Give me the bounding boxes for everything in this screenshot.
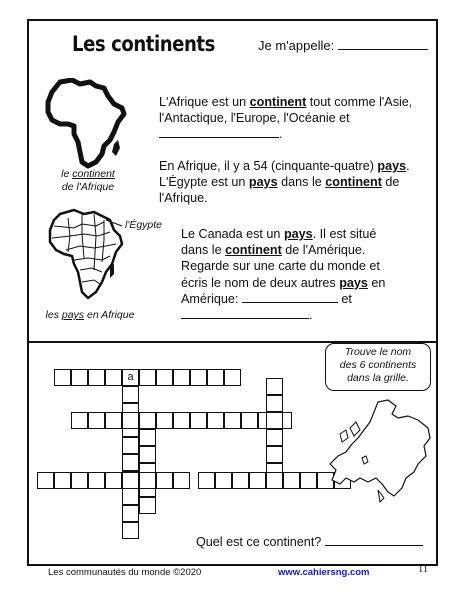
crossword-cell[interactable] bbox=[122, 505, 139, 522]
crossword-cell[interactable] bbox=[156, 472, 173, 489]
europe-map-icon bbox=[318, 398, 436, 504]
crossword-cell[interactable] bbox=[88, 412, 105, 429]
answer-blank[interactable] bbox=[242, 291, 338, 303]
crossword-cell[interactable] bbox=[139, 446, 156, 463]
crossword-cell[interactable] bbox=[215, 472, 232, 489]
egypt-label: l'Égypte bbox=[125, 219, 163, 231]
answer-blank[interactable] bbox=[325, 534, 423, 546]
crossword-cell[interactable] bbox=[266, 429, 283, 446]
text: . bbox=[309, 308, 313, 323]
name-label: Je m'appelle: bbox=[258, 38, 335, 53]
crossword-cell[interactable] bbox=[241, 412, 258, 429]
keyword: pays bbox=[339, 275, 368, 290]
keyword: continent bbox=[225, 243, 282, 258]
text: l'Antactique, l'Europe, l'Océanie et bbox=[159, 111, 350, 126]
crossword-cell[interactable]: a bbox=[122, 369, 139, 386]
crossword-cell[interactable] bbox=[122, 522, 139, 539]
text: L'Afrique est un bbox=[159, 95, 250, 109]
text: Amérique: bbox=[181, 291, 242, 306]
crossword-cell[interactable] bbox=[139, 429, 156, 446]
text: en bbox=[367, 275, 386, 290]
crossword-cell[interactable] bbox=[122, 386, 139, 403]
crossword-cell[interactable] bbox=[105, 412, 122, 429]
text: écris le nom de deux autres bbox=[181, 275, 340, 290]
answer-blank[interactable] bbox=[159, 126, 279, 138]
text: . Il est situé bbox=[312, 227, 377, 241]
crossword-cell[interactable] bbox=[88, 472, 105, 489]
crossword-cell[interactable] bbox=[266, 378, 283, 395]
paragraph-2 bbox=[159, 158, 434, 207]
answer-blank[interactable] bbox=[181, 307, 309, 319]
keyword: pays bbox=[248, 175, 278, 190]
caption-text: pays bbox=[61, 309, 85, 321]
text: Le Canada est un bbox=[181, 227, 284, 241]
crossword-cell[interactable] bbox=[266, 446, 283, 463]
africa-countries-map-icon bbox=[44, 206, 128, 302]
callout-text: Trouve le nom bbox=[344, 346, 412, 358]
crossword-cell[interactable] bbox=[173, 369, 190, 386]
crossword-cell[interactable] bbox=[190, 369, 207, 386]
caption-text: en Afrique bbox=[84, 309, 135, 321]
crossword-cell[interactable] bbox=[105, 472, 122, 489]
crossword-cell[interactable] bbox=[105, 369, 122, 386]
crossword-cell[interactable] bbox=[122, 454, 139, 471]
crossword-cell[interactable] bbox=[139, 472, 156, 489]
crossword-cell[interactable] bbox=[71, 412, 88, 429]
paragraph-3 bbox=[181, 226, 431, 323]
caption-text: les bbox=[45, 309, 62, 321]
caption-text: le bbox=[61, 168, 73, 180]
text: tout comme l'Asie, bbox=[306, 95, 413, 109]
question-text: Quel est ce continent? bbox=[196, 535, 322, 549]
crossword-cell[interactable] bbox=[190, 412, 207, 429]
crossword-cell[interactable] bbox=[71, 472, 88, 489]
crossword-cell[interactable] bbox=[232, 472, 249, 489]
crossword-cell[interactable] bbox=[283, 472, 300, 489]
text: et bbox=[337, 291, 352, 306]
africa-map-icon bbox=[44, 78, 128, 170]
question bbox=[196, 534, 423, 549]
caption-text: de l'Afrique bbox=[61, 181, 115, 193]
callout-text: dans la grille. bbox=[347, 372, 409, 384]
crossword-cell[interactable] bbox=[37, 472, 54, 489]
crossword-cell[interactable] bbox=[54, 369, 71, 386]
crossword-cell[interactable] bbox=[139, 497, 156, 514]
keyword: continent bbox=[325, 175, 382, 190]
keyword: pays bbox=[283, 227, 313, 241]
countries-caption bbox=[42, 309, 138, 322]
crossword-cell[interactable] bbox=[139, 412, 156, 429]
crossword-cell[interactable] bbox=[224, 369, 241, 386]
text: dans le bbox=[181, 243, 226, 258]
text: l'Afrique. bbox=[159, 191, 208, 206]
crossword-cell[interactable] bbox=[122, 437, 139, 454]
crossword-cell[interactable] bbox=[122, 472, 139, 489]
name-field[interactable] bbox=[338, 38, 428, 50]
keyword: pays bbox=[377, 159, 407, 173]
crossword-cell[interactable] bbox=[266, 472, 283, 489]
crossword-cell[interactable] bbox=[156, 369, 173, 386]
text: . bbox=[406, 159, 410, 173]
text: Regarde sur une carte du monde et bbox=[181, 259, 380, 274]
crossword-cell[interactable] bbox=[71, 369, 88, 386]
crossword-cell[interactable] bbox=[249, 472, 266, 489]
crossword-cell[interactable] bbox=[173, 412, 190, 429]
page-number: 11 bbox=[418, 564, 429, 575]
crossword-cell[interactable] bbox=[173, 472, 190, 489]
crossword-cell[interactable] bbox=[122, 488, 139, 505]
crossword-cell[interactable] bbox=[207, 369, 224, 386]
crossword-cell[interactable] bbox=[54, 472, 71, 489]
text: L'Égypte est un bbox=[159, 175, 249, 190]
crossword-cell[interactable] bbox=[266, 412, 283, 429]
text: En Afrique, il y a 54 (cinquante-quatre) bbox=[159, 159, 378, 173]
crossword-cell[interactable] bbox=[266, 395, 283, 412]
crossword-cell[interactable] bbox=[224, 412, 241, 429]
crossword-cell[interactable] bbox=[300, 472, 317, 489]
crossword-cell[interactable] bbox=[156, 412, 173, 429]
name-line bbox=[258, 38, 428, 53]
page-title: Les continents bbox=[72, 32, 215, 56]
keyword: continent bbox=[249, 95, 307, 109]
paragraph-1: L'Afrique est un continent tout comme l'Asie, l'Antactique, l'Europe, l'Océanie et . bbox=[159, 94, 429, 143]
caption-text: continent bbox=[72, 168, 115, 180]
footer-left: Les communautés du monde ©2020 bbox=[48, 567, 202, 578]
africa-caption bbox=[44, 168, 132, 194]
callout-text: des 6 continents bbox=[339, 359, 417, 371]
crossword-cell[interactable] bbox=[88, 369, 105, 386]
crossword-cell[interactable] bbox=[207, 412, 224, 429]
crossword-cell[interactable] bbox=[122, 412, 139, 429]
text: dans le bbox=[277, 175, 326, 190]
crossword-cell[interactable] bbox=[198, 472, 215, 489]
text: de bbox=[381, 175, 400, 190]
instruction-callout bbox=[325, 343, 431, 391]
crossword-cell[interactable] bbox=[139, 369, 156, 386]
footer-url[interactable]: www.cahiersng.com bbox=[278, 567, 370, 578]
text: de l'Amérique. bbox=[281, 243, 366, 258]
